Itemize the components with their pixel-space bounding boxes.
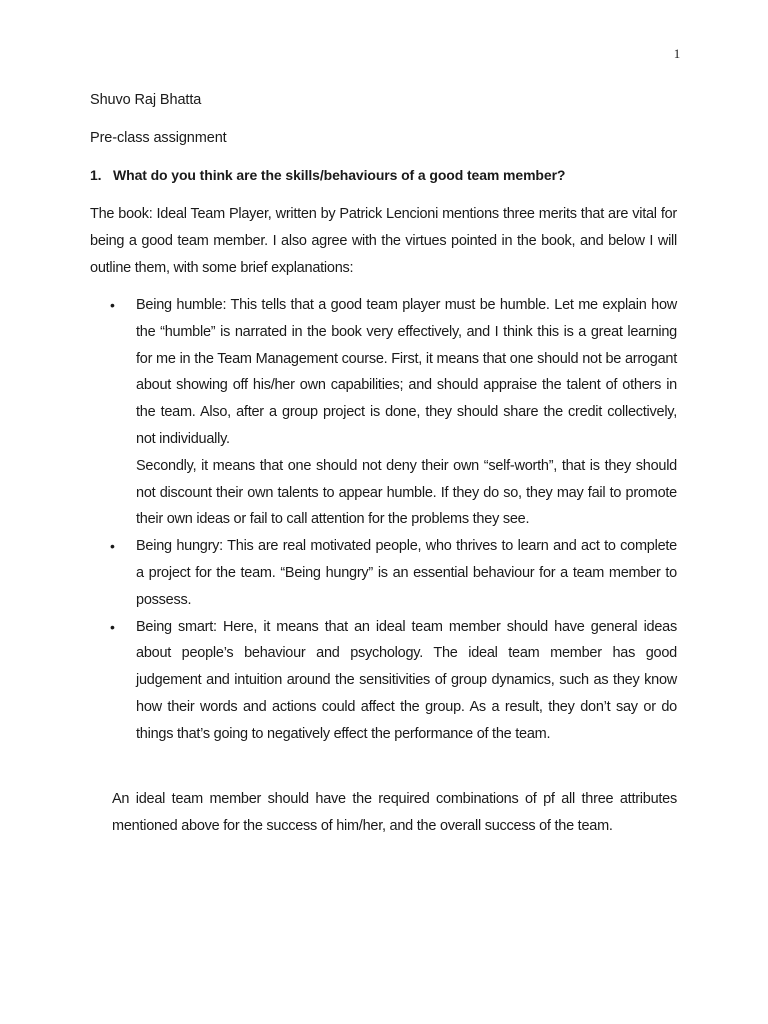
list-item-hungry bbox=[109, 533, 677, 613]
intro-paragraph: The book: Ideal Team Player, written by Patrick Lencioni mentions three merits that are vital for being a good team member. I also agree with the virtues pointed in the book, and below I will outline them, with some brief explanations: bbox=[90, 206, 677, 276]
author-name: Shuvo Raj Bhatta bbox=[90, 92, 202, 108]
question-text: What do you think are the skills/behaviours of a good team member? bbox=[113, 167, 566, 183]
bullet-icon: • bbox=[110, 538, 115, 555]
list-item-paragraph: Being smart: Here, it means that an ideal team member should have general ideas about people’s behaviour and psychology. The ideal team member has good judgement and intuition around the sensitivities of group dynamics, such as they know how their words and actions could affect the group. As a result, they don’t say or do things that’s going to negatively effect the performance of the team. bbox=[136, 618, 677, 742]
list-item-paragraph: Being humble: This tells that a good team player must be humble. Let me explain how the “humble” is narrated in the book very effectively, and I think this is a great learning for me in the Team Management course. First, it means that one should not be arrogant about showing off his/her own capabilities; and should appraise the talent of others in the team. Also, after a group project is done, they should share the credit collectively, not individually. bbox=[136, 297, 677, 447]
question-number: 1. bbox=[90, 167, 102, 183]
assignment-title: Pre-class assignment bbox=[90, 130, 227, 146]
page-number: 1 bbox=[673, 46, 681, 61]
bullet-icon: • bbox=[110, 618, 115, 635]
list-item-humble bbox=[109, 292, 677, 533]
merits-list bbox=[109, 292, 677, 748]
list-item-paragraph: Secondly, it means that one should not deny their own “self-worth”, that is they should not discount their own talents to appear humble. If they do so, they may fail to promote their own ideas or fail to call attention for the problems they see. bbox=[136, 457, 677, 528]
conclusion-paragraph: An ideal team member should have the required combinations of pf all three attributes mentioned above for the success of him/her, and the overall success of the team. bbox=[112, 791, 677, 834]
list-item-smart bbox=[109, 614, 677, 748]
question-heading bbox=[90, 167, 565, 183]
bullet-icon: • bbox=[110, 297, 115, 313]
list-item-paragraph: Being hungry: This are real motivated people, who thrives to learn and act to complete a project for the team. “Being hungry” is an essential behaviour for a team member to possess. bbox=[136, 538, 677, 608]
